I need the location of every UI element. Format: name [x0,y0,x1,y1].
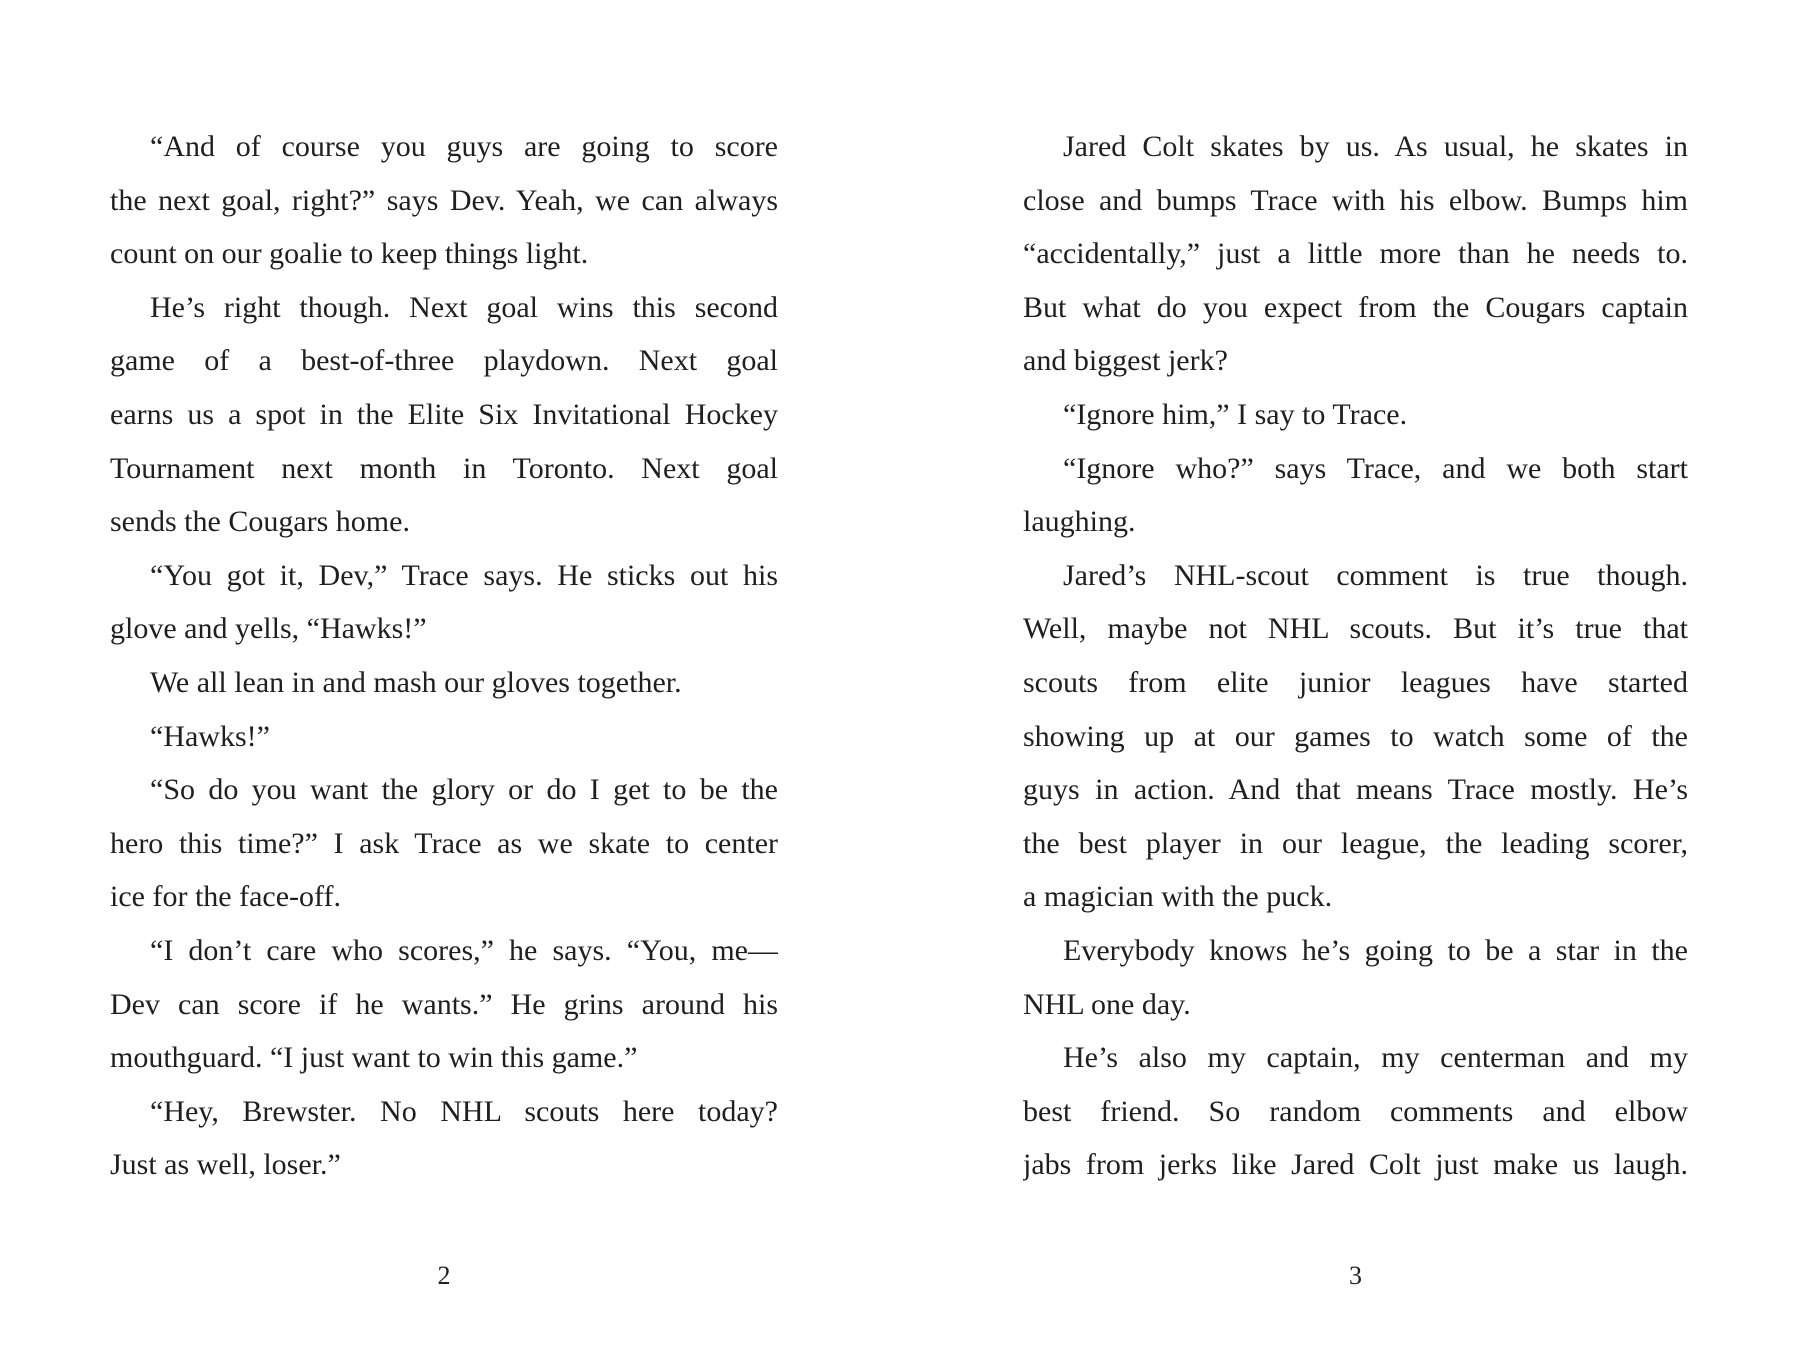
text-line: “So do you want the glory or do I get to be the [150,773,778,807]
text-line: “Ignore who?” says Trace, and we both start [1063,451,1688,485]
left-page-number: 2 [437,1261,451,1290]
text-line: scouts from elite junior leagues have started [1023,665,1688,699]
text-line: He’s also my captain, my centerman and my [1063,1041,1688,1075]
text-line: best friend. So random comments and elbow [1023,1094,1688,1128]
text-line: a magician with the puck. [1023,880,1333,914]
text-line: “Hey, Brewster. No NHL scouts here today? [150,1094,778,1128]
text-line: showing up at our games to watch some of the [1023,719,1688,753]
text-line: sends the Cougars home. [110,505,410,539]
text-line: Dev can score if he wants.” He grins around his [110,987,778,1021]
text-line: the best player in our league, the leading scorer, [1023,826,1688,860]
right-page-text [1023,120,1688,1192]
text-line: laughing. [1023,505,1136,539]
text-line: Jared Colt skates by us. As usual, he skates in [1063,130,1688,163]
text-line: jabs from jerks like Jared Colt just make us laugh. [1023,1148,1688,1182]
left-page-text [110,120,778,1192]
text-line: game of a best-of-three playdown. Next goal [110,344,778,378]
text-line: But what do you expect from the Cougars captain [1023,290,1688,324]
text-line: the next goal, right?” says Dev. Yeah, we can always [110,183,778,217]
text-line: Tournament next month in Toronto. Next goal [110,451,778,485]
text-line: hero this time?” I ask Trace as we skate to center [110,826,778,860]
text-line: “Hawks!” [150,719,270,753]
text-line: glove and yells, “Hawks!” [110,612,427,646]
text-line: earns us a spot in the Elite Six Invitational Hockey [110,397,778,431]
text-line: Everybody knows he’s going to be a star in the [1063,933,1688,967]
text-line: Well, maybe not NHL scouts. But it’s true that [1023,612,1688,646]
text-line: “I don’t care who scores,” he says. “You, me— [150,933,778,967]
text-line: Just as well, loser.” [110,1148,341,1182]
text-line: NHL one day. [1023,987,1191,1021]
text-line: He’s right though. Next goal wins this second [150,290,778,324]
text-line: “Ignore him,” I say to Trace. [1063,397,1408,431]
text-line: ice for the face-off. [110,880,341,914]
text-line: “accidentally,” just a little more than he needs to. [1023,237,1688,271]
text-line: mouthguard. “I just want to win this game.” [110,1041,638,1075]
text-line: “You got it, Dev,” Trace says. He sticks out his [150,558,778,592]
text-line: and biggest jerk? [1023,344,1228,378]
text-line: We all lean in and mash our gloves together. [150,665,682,699]
text-line: close and bumps Trace with his elbow. Bumps him [1023,183,1688,217]
text-line: “And of course you guys are going to score [150,130,778,163]
right-page-number: 3 [1349,1261,1362,1290]
text-line: Jared’s NHL-scout comment is true though. [1063,558,1688,592]
text-line: count on our goalie to keep things light. [110,237,589,271]
text-line: guys in action. And that means Trace mostly. He’s [1023,773,1688,807]
